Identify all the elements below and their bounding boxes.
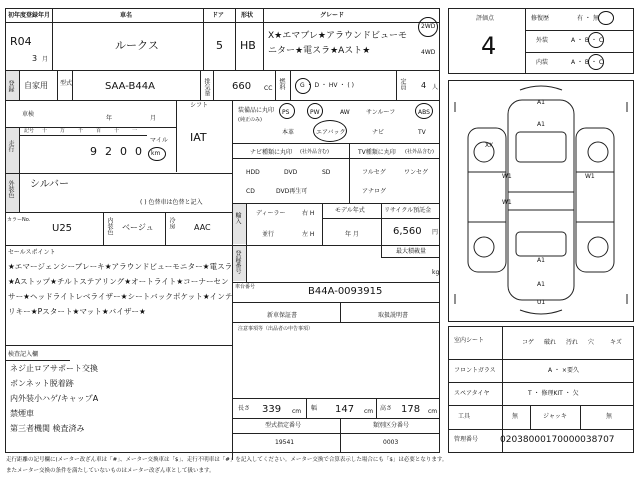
- door-label: ドア: [212, 12, 224, 19]
- name-label: 車名: [120, 12, 133, 19]
- dmg-label-3: XX: [485, 142, 494, 149]
- odometer-unit-7: 一: [132, 128, 138, 134]
- class-no-label: 類別区分番号: [373, 422, 410, 429]
- chassis-label: 車台番号: [235, 284, 256, 290]
- equip-item-2-3: ナビ: [372, 129, 385, 136]
- dmg-label-7: A1: [537, 257, 545, 264]
- reg-month: 3: [32, 54, 38, 63]
- navi-item-3: SD: [322, 169, 331, 176]
- equip-item-5: ABS: [418, 109, 430, 116]
- length-label: 長さ: [238, 405, 251, 412]
- inspector-line-3: 内外装小ハゲ/キャップA: [10, 394, 99, 403]
- height: 178: [401, 404, 421, 415]
- displacement: 660: [232, 81, 252, 92]
- jack-value: 無: [606, 413, 613, 420]
- glass-label: フロントガラス: [454, 367, 496, 374]
- color-no: U25: [52, 223, 73, 234]
- sheet-item-5: キズ: [610, 339, 622, 346]
- odometer-digit-3: 0: [120, 145, 127, 158]
- sheet-item-1: コゲ: [522, 339, 535, 346]
- color-no-label: カラーNo.: [7, 217, 31, 223]
- tool-value: 無: [512, 413, 519, 420]
- equip-item-2-1: 本革: [282, 129, 295, 136]
- inspect-label: 車検: [22, 111, 35, 118]
- car-name: ルークス: [115, 39, 159, 52]
- length-cm: cm: [292, 408, 302, 415]
- chassis: B44A-0093915: [308, 286, 383, 297]
- jack-label: ジャッキ: [543, 413, 567, 420]
- model: SAA-B44A: [105, 81, 155, 92]
- equip-item-3: AW: [340, 109, 350, 116]
- inspector-label: 検査記入欄: [8, 351, 39, 358]
- height-label: 高さ: [380, 405, 393, 412]
- class-no: 0003: [383, 439, 399, 446]
- fuel-g-circle: [295, 78, 311, 94]
- color-note: ( ) 色替車は色替と記入: [140, 199, 203, 206]
- manual-doc: 取扱説明書: [378, 312, 409, 319]
- sales-label: セールスポイント: [8, 249, 56, 256]
- abs-circle: [415, 103, 433, 119]
- sales-line-3: サー★ヘッドライトレベライザー★シートバックポケット★インテ: [8, 292, 233, 301]
- type-no-label: 型式指定番号: [265, 422, 302, 429]
- dmg-label-8: A1: [537, 281, 545, 288]
- navi-item-5: DVD再生可: [276, 188, 308, 195]
- navi-sub: (社外品含む): [300, 149, 329, 155]
- inspector-line-4: 禁煙車: [10, 409, 34, 418]
- odometer-unit-2: 十: [42, 128, 48, 134]
- shift: IAT: [190, 131, 207, 144]
- odometer-unit-1: 記号: [24, 128, 35, 134]
- reg-no-label: 登録番号: [234, 250, 241, 274]
- sheet-item-3: 汚れ: [566, 339, 579, 346]
- equip-item-2-2: エアバック: [316, 129, 346, 136]
- equip-item-4: サンルーフ: [366, 109, 396, 116]
- exterior-color: シルバー: [30, 179, 70, 190]
- tv-label: TV種類に丸印: [358, 149, 396, 156]
- cc-unit: CC: [264, 85, 273, 92]
- repair-options: 有 ・ 無: [577, 15, 599, 22]
- plate-label: 登録: [7, 80, 14, 92]
- exterior-label: 外装: [536, 37, 549, 44]
- ps-circle: [279, 103, 295, 119]
- sheet-label: 室内シート: [454, 337, 485, 344]
- footer-line-2: またメーター交換の条件を満たしていないものはメーター改ざん車として扱います。: [6, 468, 215, 474]
- interior-label: 内装: [536, 59, 549, 66]
- equip-item-2: PW: [310, 109, 320, 116]
- sales-line-2: ★Aストップ★チルトステアリング★オートライト★コーナーセン: [8, 277, 229, 286]
- dmg-label-6: W1: [585, 173, 595, 180]
- spare-value: T ・ 修理KIT ・ 欠: [528, 390, 579, 397]
- navi-item-4: CD: [246, 188, 255, 195]
- grade-line-2: ニター★電スラ★Aスト★: [268, 46, 371, 56]
- ac-label: 冷房: [168, 217, 175, 229]
- drive-4wd: 4WD: [421, 49, 436, 56]
- mile-label: マイル: [150, 137, 168, 144]
- grade-line-1: X★エマブレ★アラウンドビューモ: [268, 31, 407, 41]
- capacity-unit: 人: [432, 84, 439, 91]
- exterior-options: A ・ B ・ C: [571, 37, 604, 44]
- dmg-label-2: A1: [537, 121, 545, 128]
- odometer-digit-1: 9: [90, 145, 97, 158]
- length: 339: [262, 404, 282, 415]
- body-shape: HB: [240, 39, 256, 52]
- inspector-line-1: ネジ止ロアサポート交換: [10, 364, 98, 373]
- odometer-digit-2: 2: [105, 145, 112, 158]
- capacity: 4: [421, 81, 427, 90]
- year-unit: 年: [106, 115, 113, 122]
- import-parallel: 並行: [262, 231, 275, 238]
- sales-line-4: リキー★Pスタート★マット★バイザー★: [8, 307, 146, 316]
- dmg-label-9: U1: [537, 299, 546, 306]
- caution-label: 注意事項等（出品者の申告事項）: [238, 326, 314, 332]
- tv-sub: (社外品含む): [405, 149, 434, 155]
- recycle-label: リサイクル預託金: [384, 207, 432, 214]
- model-year-label: モデル年式: [335, 207, 365, 214]
- color-label: 外装色: [7, 180, 14, 198]
- odometer-unit-5: 百: [96, 128, 102, 134]
- reg-year: R04: [10, 35, 32, 48]
- footer-line-1: 走行距離の記号欄に(メーター改ざん車は「#」、メーター交換車は「$」、走行不明車は「#」を記入してください。メーター交換で合算表示した場合にも「$」は必要となります。: [6, 457, 448, 463]
- tool-label: 工具: [458, 413, 471, 420]
- repair-none-circle: [598, 11, 614, 25]
- import-dealer: ディーラー: [256, 210, 286, 217]
- spare-label: スペアタイヤ: [454, 390, 490, 397]
- import-label: 輸入: [234, 212, 241, 224]
- exterior-b-circle: [588, 32, 604, 48]
- tv-item-1: フルセグ: [362, 169, 386, 176]
- yen-unit: 円: [432, 229, 439, 236]
- height-cm: cm: [428, 408, 438, 415]
- glass-value: A ・ ×要久: [548, 367, 579, 374]
- odometer-unit-3: 万: [60, 128, 66, 134]
- equip-sub: (純正のみ): [238, 117, 262, 123]
- airbag-circle: [313, 120, 347, 142]
- odometer-unit-6: 十: [114, 128, 120, 134]
- pw-circle: [307, 103, 323, 119]
- tv-item-2: ワンセグ: [404, 169, 429, 176]
- dmg-label-1: A1: [537, 99, 545, 106]
- interior-color: ベージュ: [122, 223, 154, 232]
- ac: AAC: [194, 223, 211, 232]
- inspector-line-5: 第三者機関 検査済み: [10, 424, 85, 433]
- sheet-item-4: 穴: [588, 339, 595, 346]
- score-label: 評価点: [476, 15, 495, 22]
- reg-year-label: 初年度登録年月: [8, 12, 51, 19]
- dmg-label-5: W1: [502, 199, 512, 206]
- capacity-label: 定員: [399, 78, 406, 90]
- fuel-options: G ・ D ・ HV ・ ( ): [300, 82, 354, 89]
- doors: 5: [216, 39, 223, 52]
- interior-color-label: 内装色: [106, 217, 113, 235]
- reg-month-unit: 月: [42, 56, 49, 63]
- max-load-label: 最大積載量: [396, 248, 427, 255]
- score: 4: [481, 32, 497, 60]
- sales-line-1: ★エマージェンシーブレーキ★アラウンドビューモニター★電スラ: [8, 262, 233, 271]
- width-cm: cm: [364, 408, 374, 415]
- width-label: 幅: [311, 405, 318, 412]
- manage-label: 管理番号: [454, 436, 479, 443]
- sheet-item-2: 破れ: [544, 339, 557, 346]
- month-unit: 月: [150, 115, 157, 122]
- fuel-label: 燃料: [278, 78, 285, 90]
- use: 自家用: [24, 81, 48, 90]
- recycle: 6,560: [393, 226, 422, 237]
- navi-label: ナビ種類に丸印: [250, 149, 293, 156]
- km-label: km: [151, 150, 161, 157]
- model-label: 型式: [60, 80, 73, 87]
- equip-label: 装備品に丸印: [238, 107, 275, 114]
- shift-label: シフト: [190, 102, 209, 109]
- navi-item-2: DVD: [284, 169, 298, 176]
- manage-no: 02038000170000038707: [500, 435, 615, 445]
- run-label: 走行: [7, 140, 14, 152]
- interior-b-circle: [588, 54, 604, 70]
- type-no: 19541: [275, 439, 295, 446]
- kg-unit: kg: [432, 269, 440, 276]
- tv-item-3: アナログ: [362, 188, 387, 195]
- import-right: 右 H: [302, 210, 315, 217]
- displacement-label: 排気量: [203, 78, 210, 96]
- dmg-label-4: W1: [502, 173, 512, 180]
- grade-label: グレード: [320, 12, 345, 19]
- model-year: 年 月: [345, 231, 359, 238]
- interior-options: A ・ B ・ C: [571, 59, 604, 66]
- import-left: 左 H: [302, 231, 315, 238]
- equip-item-2-4: TV: [418, 129, 426, 136]
- odometer-unit-4: 千: [78, 128, 84, 134]
- equip-item-1: PS: [282, 109, 290, 116]
- warranty-doc: 新車保証書: [267, 312, 298, 319]
- repair-label: 修復歴: [531, 15, 550, 22]
- width: 147: [335, 404, 355, 415]
- drive-2wd: 2WD: [421, 23, 436, 30]
- navi-item-1: HDD: [246, 169, 260, 176]
- shape-label: 形状: [241, 12, 254, 19]
- inspector-line-2: ボンネット脱着跡: [10, 379, 74, 388]
- odometer-digit-4: 0: [135, 145, 142, 158]
